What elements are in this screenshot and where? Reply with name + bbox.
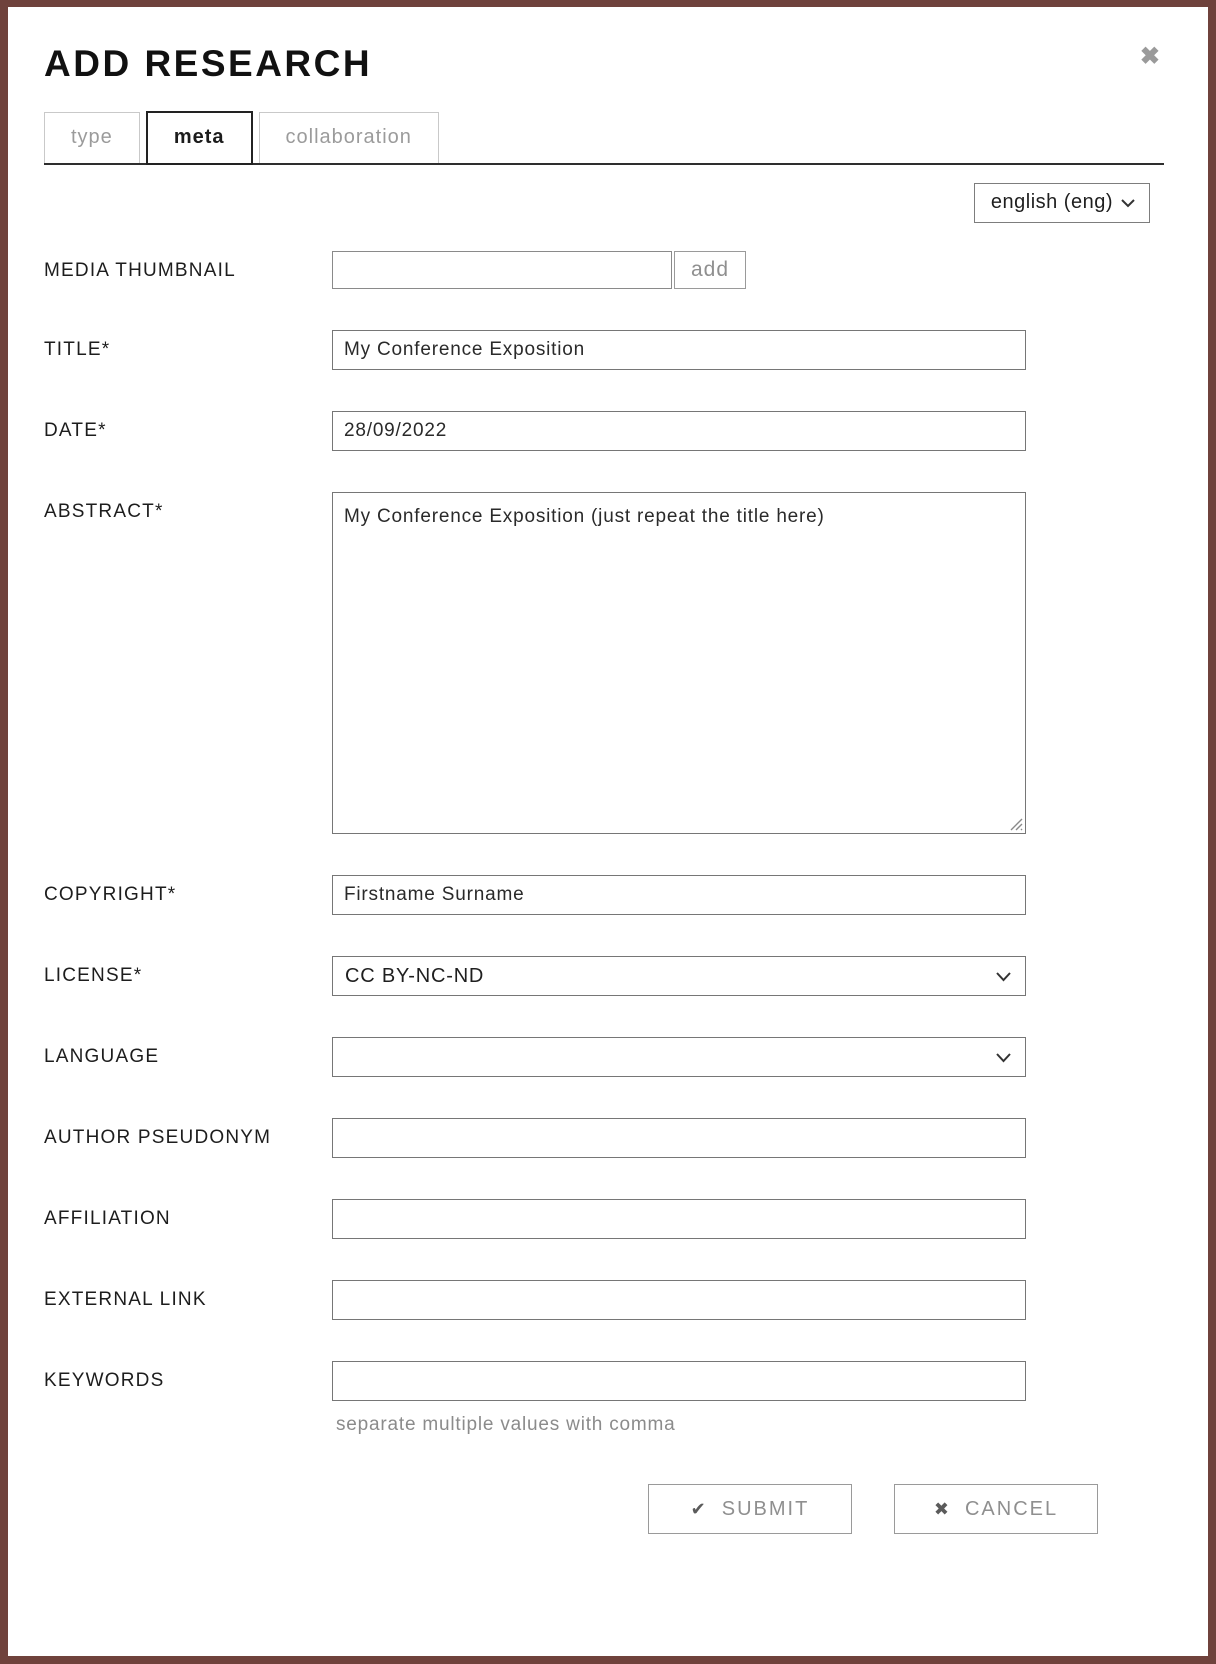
date-row xyxy=(44,411,1164,451)
close-icon[interactable]: ✖ xyxy=(1139,43,1160,70)
media-thumbnail-input[interactable] xyxy=(332,251,672,289)
copyright-input[interactable] xyxy=(332,875,1026,915)
action-buttons xyxy=(44,1484,1098,1534)
affiliation-row xyxy=(44,1199,1164,1239)
form-language-select[interactable] xyxy=(974,183,1150,223)
media-thumbnail-label: MEDIA THUMBNAIL xyxy=(44,260,236,281)
license-row xyxy=(44,956,1164,996)
author-pseudonym-input[interactable] xyxy=(332,1118,1026,1158)
external-link-label: EXTERNAL LINK xyxy=(44,1289,207,1310)
abstract-row xyxy=(44,492,1164,834)
keywords-label: KEYWORDS xyxy=(44,1370,165,1391)
keywords-row xyxy=(44,1361,1164,1436)
media-thumbnail-row xyxy=(44,251,1164,289)
title-input[interactable] xyxy=(332,330,1026,370)
external-link-row xyxy=(44,1280,1164,1320)
chevron-down-icon xyxy=(996,965,1011,988)
add-research-modal xyxy=(8,7,1208,1598)
title-label: TITLE* xyxy=(44,339,111,360)
add-thumbnail-button[interactable]: add xyxy=(674,251,746,289)
media-thumbnail-field xyxy=(332,251,1026,289)
meta-form xyxy=(44,251,1164,1436)
abstract-textarea[interactable] xyxy=(332,492,1026,834)
copyright-row xyxy=(44,875,1164,915)
external-link-input[interactable] xyxy=(332,1280,1026,1320)
cancel-button[interactable] xyxy=(894,1484,1098,1534)
cancel-button-label: CANCEL xyxy=(964,1497,1059,1520)
x-icon: ✖ xyxy=(933,1498,951,1519)
copyright-label: COPYRIGHT* xyxy=(44,884,177,905)
author-pseudonym-label: AUTHOR PSEUDONYM xyxy=(44,1127,272,1148)
date-input[interactable] xyxy=(332,411,1026,451)
title-row xyxy=(44,330,1164,370)
page-title: ADD RESEARCH xyxy=(44,43,373,84)
chevron-down-icon xyxy=(996,1046,1011,1069)
tab-bar xyxy=(44,111,1164,165)
language-selector-value: english (eng) xyxy=(990,191,1113,213)
chevron-down-icon xyxy=(1121,191,1135,214)
date-label: DATE* xyxy=(44,420,107,441)
tab-collaboration[interactable]: collaboration xyxy=(259,112,439,163)
keywords-hint: separate multiple values with comma xyxy=(336,1414,676,1435)
language-label: LANGUAGE xyxy=(44,1046,160,1067)
author-pseudonym-row xyxy=(44,1118,1164,1158)
affiliation-label: AFFILIATION xyxy=(44,1208,171,1229)
license-select-value: CC BY-NC-ND xyxy=(345,964,485,987)
abstract-label: ABSTRACT* xyxy=(44,501,164,522)
language-row xyxy=(44,1037,1164,1077)
submit-button-label: SUBMIT xyxy=(721,1497,810,1520)
checkmark-icon: ✔ xyxy=(690,1498,708,1519)
license-select[interactable] xyxy=(332,956,1026,996)
tab-type[interactable]: type xyxy=(44,112,140,163)
language-selector-row xyxy=(44,183,1150,223)
submit-button[interactable] xyxy=(648,1484,852,1534)
keywords-input[interactable] xyxy=(332,1361,1026,1401)
license-label: LICENSE* xyxy=(44,965,143,986)
tab-meta[interactable]: meta xyxy=(146,111,253,165)
affiliation-input[interactable] xyxy=(332,1199,1026,1239)
language-select[interactable] xyxy=(332,1037,1026,1077)
